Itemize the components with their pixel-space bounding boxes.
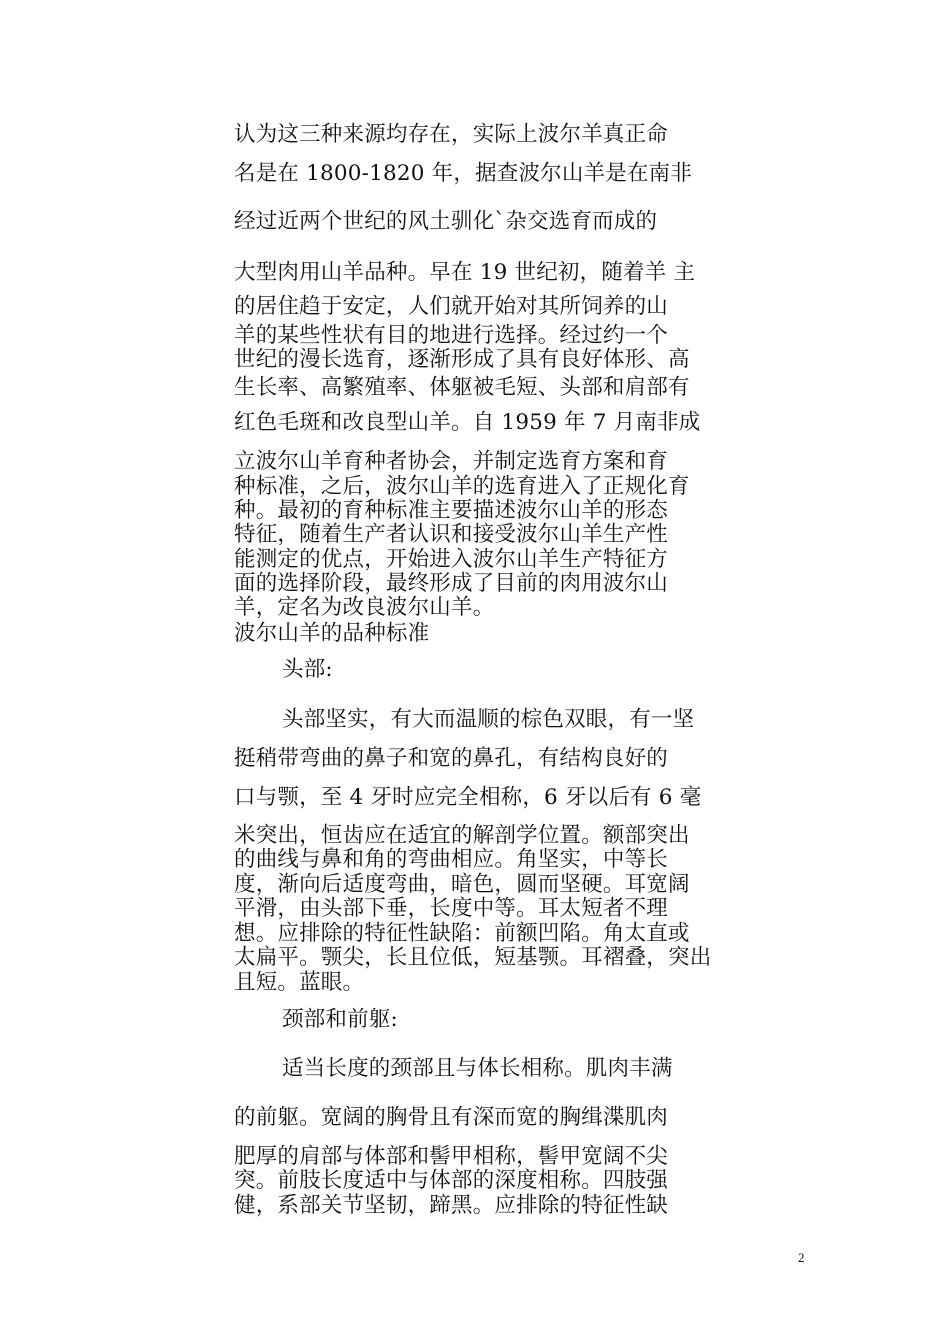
text-line: 种标准，之后，波尔山羊的选育进入了正规化育	[234, 474, 690, 499]
text-line: 能测定的优点，开始进入波尔山羊生产特征方	[234, 547, 669, 572]
text-line: 经过近两个世纪的风土驯化`杂交选育而成的	[234, 209, 658, 234]
subsection-heading: 颈部和前躯:	[282, 1007, 398, 1032]
text-line: 头部坚实，有大而温顺的棕色双眼，有一坚	[282, 707, 695, 732]
text-line: 适当长度的颈部且与体长相称。肌肉丰满	[282, 1056, 673, 1081]
text-line: 面的选择阶段，最终形成了目前的肉用波尔山	[234, 571, 669, 596]
page-number: 2	[798, 1250, 805, 1265]
text-line: 羊，定名为改良波尔山羊。	[234, 595, 495, 620]
text-line: 名是在 1800-1820 年，据查波尔山羊是在南非	[234, 161, 693, 186]
text-line: 种。最初的育种标准主要描述波尔山羊的形态	[234, 498, 669, 523]
text-line: 太扁平。颚尖，长且位低，短基颚。耳褶叠，突出	[234, 945, 712, 970]
text-line: 肥厚的肩部与体部和髻甲相称，髻甲宽阔不尖	[234, 1144, 669, 1169]
text-line: 大型肉用山羊品种。早在 19 世纪初，随着羊 主	[234, 260, 696, 285]
text-line: 想。应排除的特征性缺陷：前额凹陷。角太直或	[234, 921, 690, 946]
text-line: 平滑，由头部下垂，长度中等。耳太短者不理	[234, 896, 669, 921]
text-line: 口与颚，至 4 牙时应完全相称，6 牙以后有 6 毫	[234, 785, 702, 810]
text-line: 红色毛斑和改良型山羊。自 1959 年 7 月南非成	[234, 410, 701, 435]
text-line: 生长率、高繁殖率、体躯被毛短、头部和肩部有	[234, 375, 690, 400]
text-line: 健，系部关节坚韧，蹄黑。应排除的特征性缺	[234, 1193, 669, 1218]
text-line: 挺稍带弯曲的鼻子和宽的鼻孔，有结构良好的	[234, 746, 669, 771]
text-line: 羊的某些性状有目的地进行选择。经过约一个	[234, 323, 669, 348]
text-line: 的居住趋于安定，人们就开始对其所饲养的山	[234, 294, 669, 319]
text-line: 特征，随着生产者认识和接受波尔山羊生产性	[234, 522, 669, 547]
text-line: 的前躯。宽阔的胸骨且有深而宽的胸缉渫肌肉	[234, 1105, 669, 1130]
text-line: 米突出，恒齿应在适宜的解剖学位置。额部突出	[234, 823, 690, 848]
section-heading: 波尔山羊的品种标准	[234, 621, 430, 646]
subsection-heading: 头部:	[282, 657, 333, 682]
text-line: 突。前肢长度适中与体部的深度相称。四肢强	[234, 1168, 669, 1193]
text-line: 的曲线与鼻和角的弯曲相应。角坚实，中等长	[234, 847, 669, 872]
text-line: 世纪的漫长选育，逐渐形成了具有良好体形、高	[234, 347, 690, 372]
text-line: 立波尔山羊育种者协会，并制定选育方案和育	[234, 449, 669, 474]
text-line: 度，渐向后适度弯曲，暗色，圆而坚硬。耳宽阔	[234, 872, 690, 897]
text-line: 且短。蓝眼。	[234, 970, 365, 995]
text-line: 认为这三种来源均存在，实际上波尔羊真正命	[234, 122, 669, 147]
